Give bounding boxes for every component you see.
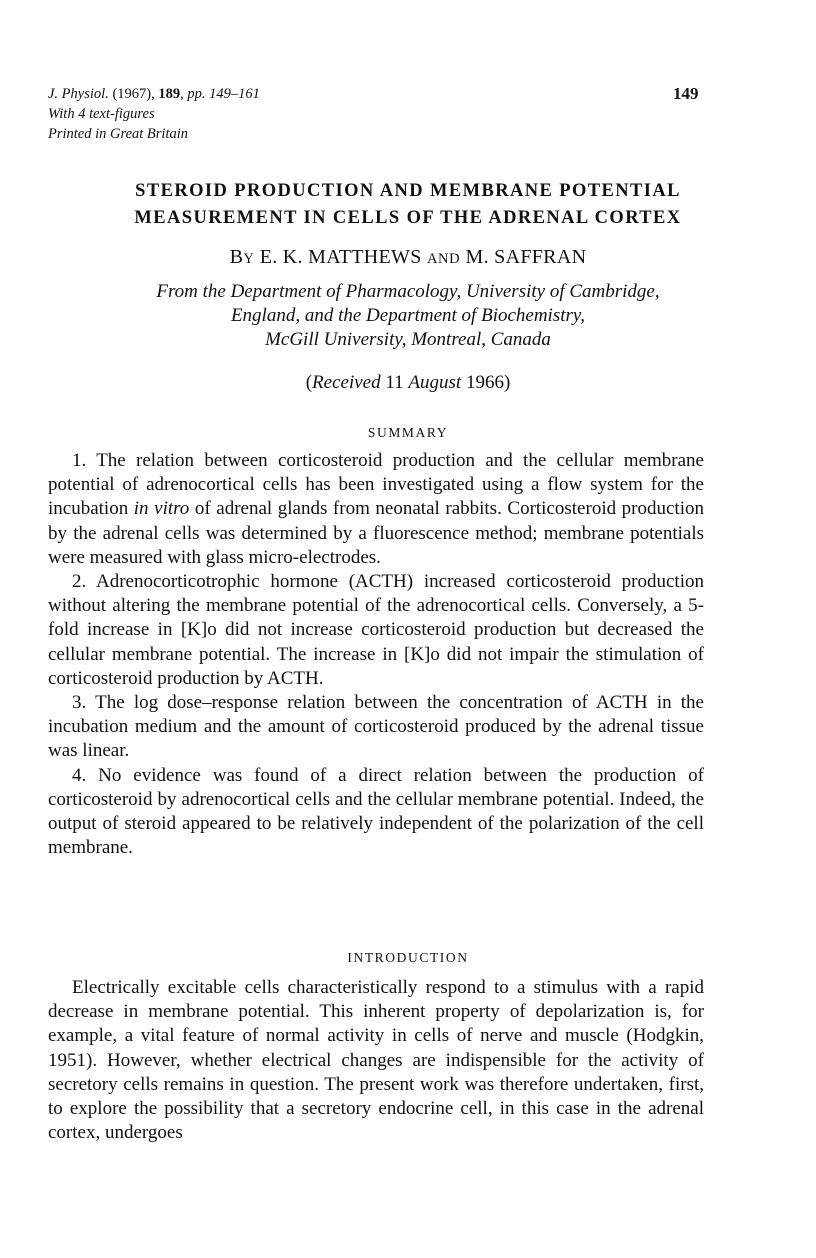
summary-p1-text-b: of adrenal glands from neonatal rabbits. Corticosteroid production by the adrenal cells was determined by a fluorescence method; membrane potentials were measured with glass micro-electrodes.: [48, 498, 704, 568]
printed-note: Printed in Great Britain: [48, 126, 189, 142]
introduction-body: [48, 976, 704, 1145]
summary-heading: SUMMARY: [367, 425, 449, 440]
citation-line: [48, 84, 260, 104]
journal-year: (1967),: [108, 86, 159, 102]
affiliation: [40, 280, 776, 352]
author-2: M. SAFFRAN: [460, 246, 587, 268]
author-line: [40, 246, 776, 269]
summary-paragraph-1: [48, 449, 704, 570]
author-1: E. K. MATTHEWS: [254, 246, 427, 268]
received-month: August: [408, 372, 462, 393]
page-number: 149: [673, 84, 699, 103]
by-rest: Y: [243, 251, 255, 267]
received-day: 11: [380, 372, 409, 393]
running-header: [48, 84, 260, 144]
received-word: Received: [312, 372, 381, 393]
author-conjunction: AND: [426, 251, 461, 267]
affiliation-line-1: From the Department of Pharmacology, University of Cambridge,: [156, 281, 660, 302]
summary-body: [48, 449, 704, 860]
article-title: [40, 178, 776, 232]
summary-p1-text-a: 1. The relation between corticosteroid production and the cellular membrane potential of adrenocortical cells has been investigated using a flow system for the incubation: [48, 450, 704, 520]
figures-note: With 4 text-figures: [48, 106, 155, 122]
journal-name: J. Physiol.: [48, 86, 109, 102]
received-date: [40, 372, 776, 394]
summary-paragraph-3: 3. The log dose–response relation between the concentration of ACTH in the incubation medium and the amount of corticosteroid produced by the adrenal tissue was linear.: [48, 692, 704, 762]
affiliation-line-3: McGill University, Montreal, Canada: [265, 329, 551, 350]
journal-pages: , pp. 149–161: [180, 86, 260, 102]
journal-volume: 189: [158, 86, 181, 102]
summary-p1-italic: in vitro: [133, 498, 190, 520]
introduction-paragraph-1: Electrically excitable cells characteristically respond to a stimulus with a rapid decrease in membrane potential. This inherent property of depolarization is, for example, a vital feature of normal activity in cells of nerve and muscle (Hodgkin, 1951). However, whether electrical changes are indispensible for the activity of secretory cells remains in question. The present work was therefore undertaken, first, to explore the possibility that a secretory endocrine cell, in this case in the adrenal cortex, undergoes: [48, 977, 704, 1144]
received-year: 1966): [461, 372, 511, 393]
title-line-1: STEROID PRODUCTION AND MEMBRANE POTENTIAL: [135, 181, 681, 201]
introduction-heading: INTRODUCTION: [347, 950, 469, 965]
summary-paragraph-2: 2. Adrenocorticotrophic hormone (ACTH) increased corticosteroid production without altering the membrane potential of the adrenocortical cells. Conversely, a 5-fold increase in [K]o did not increase corticosteroid production but decreased the cellular membrane potential. The increase in [K]o did not impair the stimulation of corticosteroid production by ACTH.: [48, 571, 704, 689]
summary-paragraph-4: 4. No evidence was found of a direct relation between the production of corticosteroid by adrenocortical cells and the cellular membrane potential. Indeed, the output of steroid appeared to be relatively independent of the polarization of the cell membrane.: [48, 764, 704, 859]
by-initial: B: [229, 246, 244, 268]
affiliation-line-2: England, and the Department of Biochemistry,: [230, 305, 586, 326]
title-line-2: MEASUREMENT IN CELLS OF THE ADRENAL CORTEX: [134, 208, 682, 228]
received-open: (: [305, 372, 313, 393]
